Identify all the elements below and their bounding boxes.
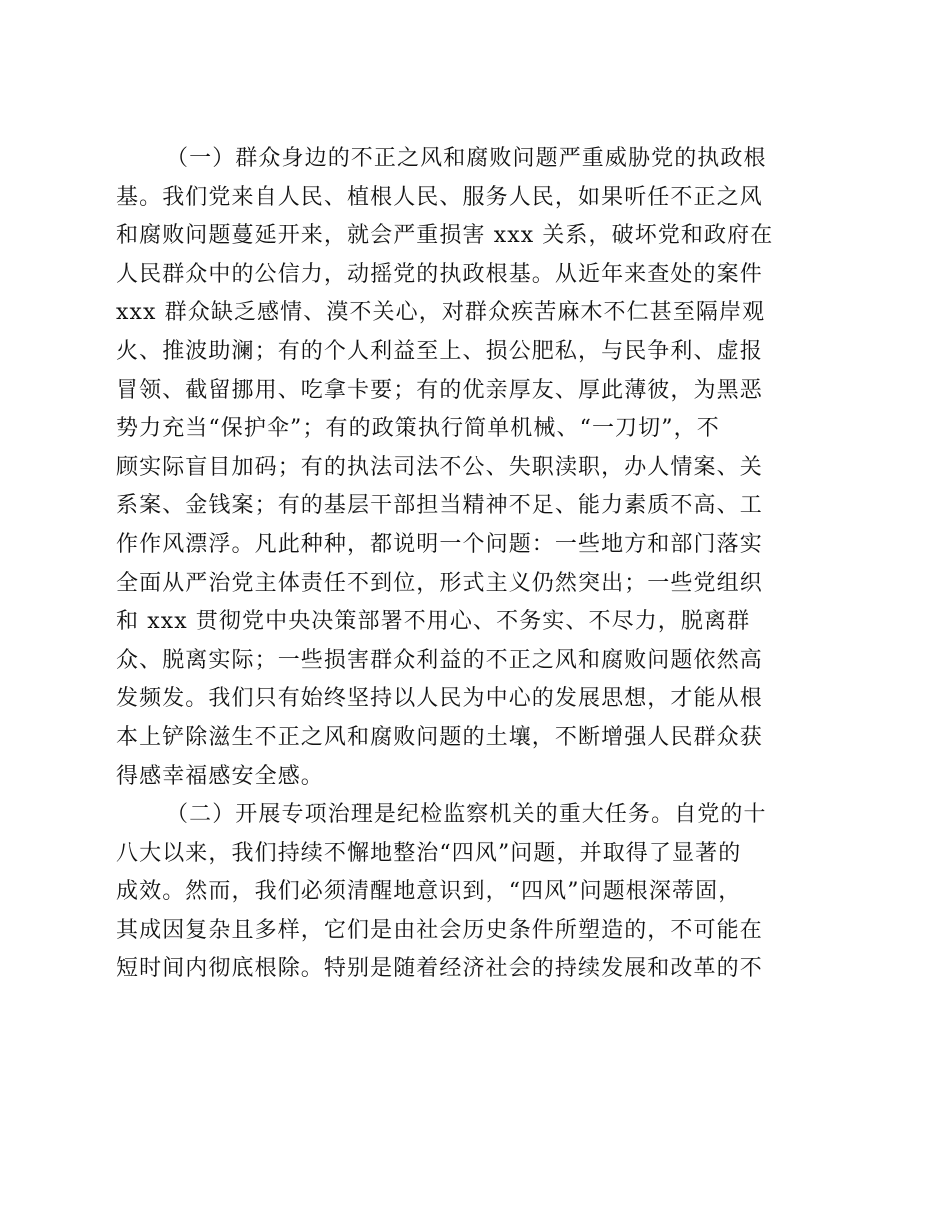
paragraph-line: 作作风漂浮。凡此种种，都说明一个问题：一些地方和部门落实 [116, 531, 763, 557]
paragraph-line: 基。我们党来自人民、植根人民、服务人民，如果听任不正之风 [116, 184, 763, 210]
paragraph-line: 冒领、截留挪用、吃拿卡要；有的优亲厚友、厚此薄彼，为黑恶 [116, 377, 763, 403]
paragraph-line: 成效。然而，我们必须清醒地意识到，“四风”问题根深蒂固， [116, 879, 742, 905]
paragraph-line: 发频发。我们只有始终坚持以人民为中心的发展思想，才能从根 [116, 686, 763, 712]
section-1-paragraph [116, 140, 812, 796]
paragraph-line: 其成因复杂且多样，它们是由社会历史条件所塑造的，不可能在 [116, 917, 763, 943]
paragraph-line: 系案、金钱案；有的基层干部担当精神不足、能力素质不高、工 [116, 493, 763, 519]
paragraph-line: 顾实际盲目加码；有的执法司法不公、失职渎职，办人情案、关 [116, 454, 763, 480]
paragraph-line: （二）开展专项治理是纪检监察机关的重大任务。自党的十 [166, 802, 767, 828]
paragraph-line: 八大以来，我们持续不懈地整治“四风”问题，并取得了显著的 [116, 840, 742, 866]
paragraph-line: 短时间内彻底根除。特别是随着经济社会的持续发展和改革的不 [116, 956, 763, 982]
paragraph-line: 势力充当“保护伞”；有的政策执行简单机械、“一刀切”，不 [116, 416, 720, 442]
paragraph-line: 得感幸福感安全感。 [116, 763, 324, 789]
paragraph-line: 全面从严治党主体责任不到位，形式主义仍然突出；一些党组织 [116, 570, 763, 596]
paragraph-line: 人民群众中的公信力，动摇党的执政根基。从近年来查处的案件 [116, 261, 763, 287]
document-body [116, 140, 812, 989]
paragraph-line: xxx 群众缺乏感情、漠不关心，对群众疾苦麻木不仁甚至隔岸观 [116, 300, 766, 326]
paragraph-line: 和 xxx 贯彻党中央决策部署不用心、不务实、不尽力，脱离群 [116, 609, 751, 635]
paragraph-line: 火、推波助澜；有的个人利益至上、损公肥私，与民争利、虚报 [116, 338, 763, 364]
paragraph-line: 本上铲除滋生不正之风和腐败问题的土壤，不断增强人民群众获 [116, 724, 763, 750]
section-2-paragraph [116, 796, 812, 989]
paragraph-line: 众、脱离实际；一些损害群众利益的不正之风和腐败问题依然高 [116, 647, 763, 673]
paragraph-line: （一）群众身边的不正之风和腐败问题严重威胁党的执政根 [166, 146, 767, 171]
paragraph-line: 和腐败问题蔓延开来，就会严重损害 xxx 关系，破坏党和政府在 [116, 223, 774, 249]
